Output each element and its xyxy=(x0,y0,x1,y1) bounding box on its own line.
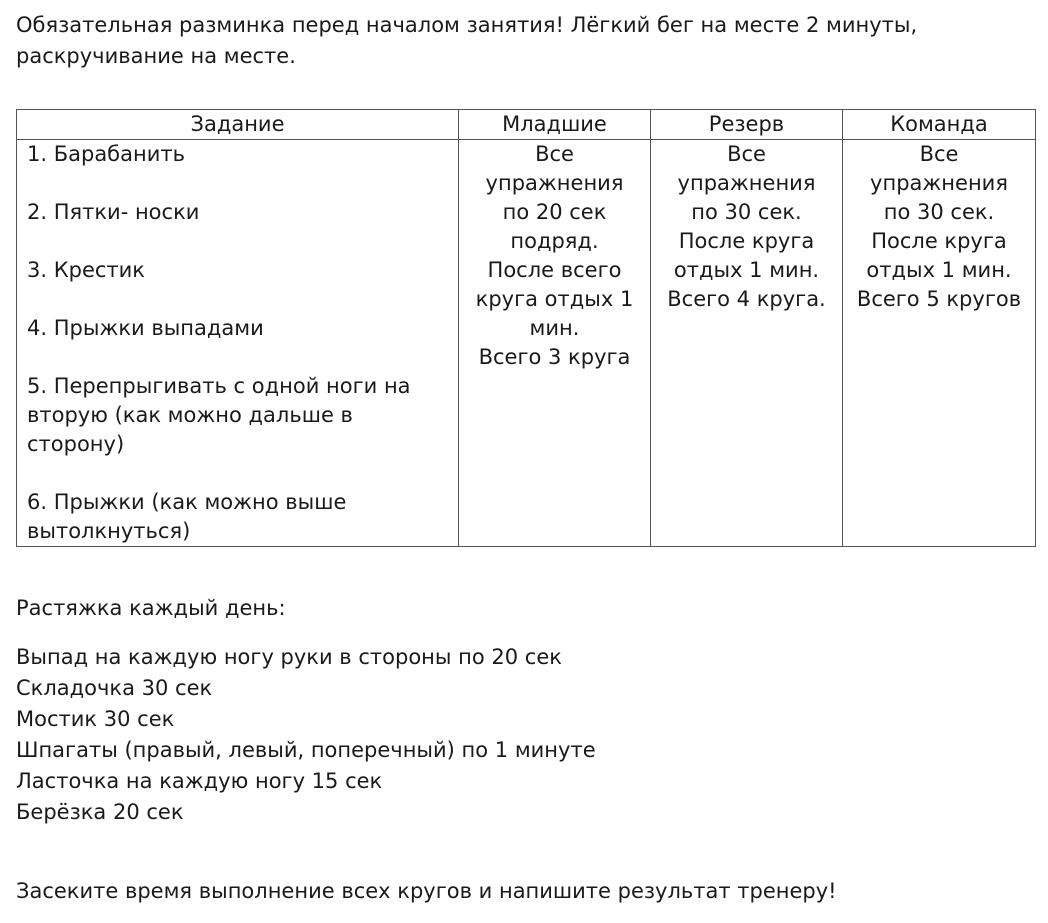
document-page xyxy=(16,10,1036,72)
stretch-item: Выпад на каждую ногу руки в стороны по 20 сек xyxy=(16,645,562,669)
juniors-line: круга отдых 1 xyxy=(475,287,634,311)
task-item xyxy=(27,314,458,343)
reserve-line: отдых 1 мин. xyxy=(673,258,820,282)
juniors-cell xyxy=(459,140,651,547)
intro-line-1: Обязательная разминка перед началом занятия! Лёгкий бег на месте 2 минуты, xyxy=(16,13,918,37)
juniors-line: упражнения xyxy=(485,171,624,195)
task-item xyxy=(27,372,458,459)
task-item xyxy=(27,198,458,227)
stretch-list xyxy=(16,642,596,828)
tasks-cell xyxy=(17,140,459,547)
reserve-line: упражнения xyxy=(677,171,816,195)
footer-note: Засеките время выполнение всех кругов и напишите результат тренеру! xyxy=(16,879,837,903)
task-line: 2. Пятки- носки xyxy=(27,200,200,224)
team-line: После круга xyxy=(871,229,1007,253)
juniors-line: Всего 3 круга xyxy=(478,345,631,369)
team-cell xyxy=(843,140,1036,547)
team-line: Всего 5 кругов xyxy=(856,287,1022,311)
team-line: по 30 сек. xyxy=(883,200,995,224)
task-line: сторону) xyxy=(27,432,125,456)
team-line: Все xyxy=(919,142,959,166)
stretch-heading: Растяжка каждый день: xyxy=(16,596,286,620)
juniors-line: по 20 сек xyxy=(502,200,607,224)
stretch-item: Ласточка на каждую ногу 15 сек xyxy=(16,769,383,793)
task-item xyxy=(27,140,458,169)
stretch-item: Шпагаты (правый, левый, поперечный) по 1 минуте xyxy=(16,738,596,762)
exercise-table xyxy=(16,109,1036,547)
stretch-item: Мостик 30 сек xyxy=(16,707,175,731)
juniors-line: мин. xyxy=(529,316,580,340)
header-team: Команда xyxy=(843,110,1036,140)
task-line: 4. Прыжки выпадами xyxy=(27,316,264,340)
reserve-line: Всего 4 круга. xyxy=(667,287,826,311)
intro-paragraph xyxy=(16,10,1036,72)
reserve-cell xyxy=(651,140,843,547)
task-line: вытолкнуться) xyxy=(27,519,191,543)
header-reserve: Резерв xyxy=(651,110,843,140)
task-item xyxy=(27,256,458,285)
task-line: 6. Прыжки (как можно выше xyxy=(27,490,347,514)
juniors-line: Все xyxy=(535,142,574,166)
table-header-row xyxy=(17,110,1036,140)
header-task: Задание xyxy=(17,110,459,140)
juniors-line: подряд. xyxy=(510,229,599,253)
task-line: 3. Крестик xyxy=(27,258,145,282)
intro-line-2: раскручивание на месте. xyxy=(16,44,296,68)
task-line: 5. Перепрыгивать с одной ноги на xyxy=(27,374,411,398)
task-line: вторую (как можно дальше в xyxy=(27,403,353,427)
task-line: 1. Барабанить xyxy=(27,142,185,166)
stretch-item: Берёзка 20 сек xyxy=(16,800,184,824)
header-juniors: Младшие xyxy=(459,110,651,140)
task-item xyxy=(27,488,458,546)
juniors-line: После всего xyxy=(487,258,622,282)
reserve-line: Все xyxy=(727,142,766,166)
reserve-line: После круга xyxy=(678,229,815,253)
reserve-line: по 30 сек. xyxy=(691,200,802,224)
stretch-item: Складочка 30 сек xyxy=(16,676,213,700)
table-row xyxy=(17,140,1036,547)
team-line: упражнения xyxy=(870,171,1008,195)
team-line: отдых 1 мин. xyxy=(866,258,1012,282)
